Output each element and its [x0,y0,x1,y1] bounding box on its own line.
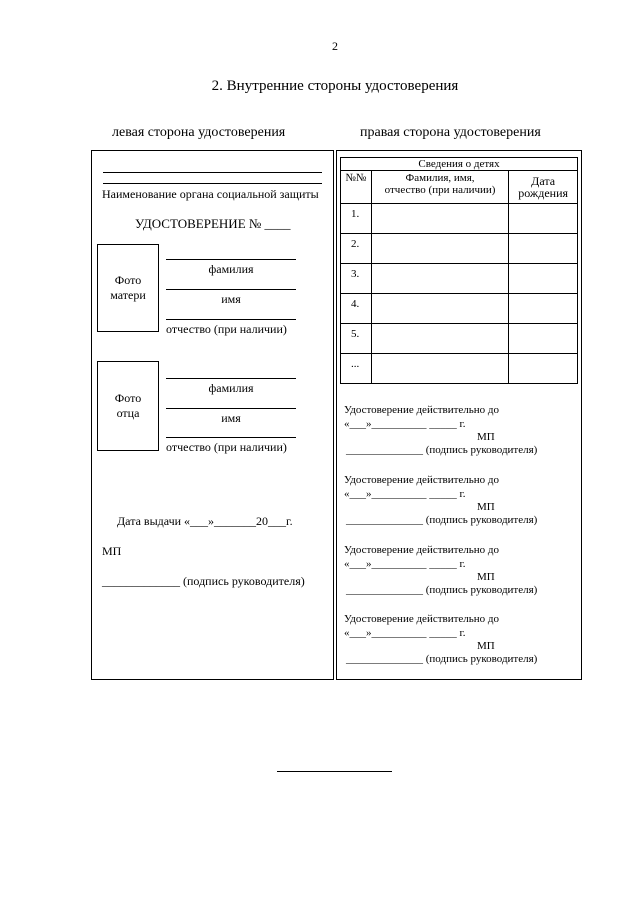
row-birth-date-cell [509,324,578,354]
column-header-number: №№ [341,171,372,204]
father-surname-label: фамилия [208,381,254,395]
father-surname-line [166,378,296,379]
row-birth-date-cell [509,354,578,384]
left-side-caption: левая сторона удостоверения [112,125,286,140]
mother-photo-label-2: матери [110,288,146,302]
row-birth-date-cell [509,204,578,234]
children-table-title: Сведения о детях [341,158,578,171]
table-row [341,264,578,294]
right-side-caption: правая сторона удостоверения [360,125,541,140]
column-header-full-name-2: отчество (при наличии) [384,184,496,196]
children-table [340,157,578,384]
column-header-birth-date [509,171,578,204]
row-full-name-cell [371,294,508,324]
table-row [341,324,578,354]
father-name-label: имя [221,411,241,425]
column-header-full-name-1: Фамилия, имя, [405,172,475,184]
father-photo-label-1: Фото [114,391,142,405]
table-row [341,354,578,384]
mother-patronymic-label: отчество (при наличии) [166,322,287,336]
row-full-name-cell [371,204,508,234]
validity-until-label: Удостоверение действительно до [344,404,500,416]
column-header-birth-date-2: рождения [518,186,569,200]
row-full-name-cell [371,354,508,384]
mother-surname-label: фамилия [208,262,254,276]
end-separator-line [277,771,392,772]
table-row [341,204,578,234]
father-photo-box [97,361,159,451]
validity-date-line: «___»__________ _____ г. [344,488,466,500]
column-header-birth-date-1: Дата [531,174,556,188]
row-number: 5. [341,324,372,354]
mother-name-line [166,289,296,290]
validity-until-label: Удостоверение действительно до [344,613,500,625]
validity-signature: ______________ (подпись руководителя) [346,444,538,456]
row-number: 2. [341,234,372,264]
validity-stamp-label: МП [477,431,495,443]
mother-name-label: имя [221,292,241,306]
row-birth-date-cell [509,294,578,324]
mother-photo-box [97,244,159,332]
validity-date-line: «___»__________ _____ г. [344,627,466,639]
validity-until-label: Удостоверение действительно до [344,544,500,556]
children-table-header [341,171,578,204]
row-birth-date-cell [509,264,578,294]
row-number: ... [341,354,372,384]
validity-stamp-label: МП [477,571,495,583]
mother-photo-label-1: Фото [114,273,142,287]
manager-signature: _____________ (подпись руководителя) [102,574,305,588]
father-photo-label-2: отца [116,406,140,420]
validity-date-line: «___»__________ _____ г. [344,418,466,430]
organ-name-line-1 [103,172,322,173]
mother-surname-line [166,259,296,260]
validity-signature: ______________ (подпись руководителя) [346,584,538,596]
page-number: 2 [332,39,338,53]
issue-date: Дата выдачи «___»_______20___г. [117,514,293,528]
validity-signature: ______________ (подпись руководителя) [346,514,538,526]
table-row [341,294,578,324]
mother-patronymic-line [166,319,296,320]
row-full-name-cell [371,324,508,354]
section-heading: 2. Внутренние стороны удостоверения [211,78,459,94]
father-patronymic-line [166,437,296,438]
row-number: 4. [341,294,372,324]
validity-stamp-label: МП [477,640,495,652]
validity-until-label: Удостоверение действительно до [344,474,500,486]
validity-date-line: «___»__________ _____ г. [344,558,466,570]
table-row [341,234,578,264]
column-header-full-name [371,171,508,204]
stamp-label: МП [102,544,122,558]
row-full-name-cell [371,234,508,264]
row-birth-date-cell [509,234,578,264]
father-patronymic-label: отчество (при наличии) [166,440,287,454]
father-name-line [166,408,296,409]
organ-name-label: Наименование органа социальной защиты [102,187,319,201]
validity-stamp-label: МП [477,501,495,513]
validity-signature: ______________ (подпись руководителя) [346,653,538,665]
row-number: 3. [341,264,372,294]
certificate-title: УДОСТОВЕРЕНИЕ № ____ [135,216,291,231]
organ-name-line-2 [103,183,322,184]
row-full-name-cell [371,264,508,294]
row-number: 1. [341,204,372,234]
